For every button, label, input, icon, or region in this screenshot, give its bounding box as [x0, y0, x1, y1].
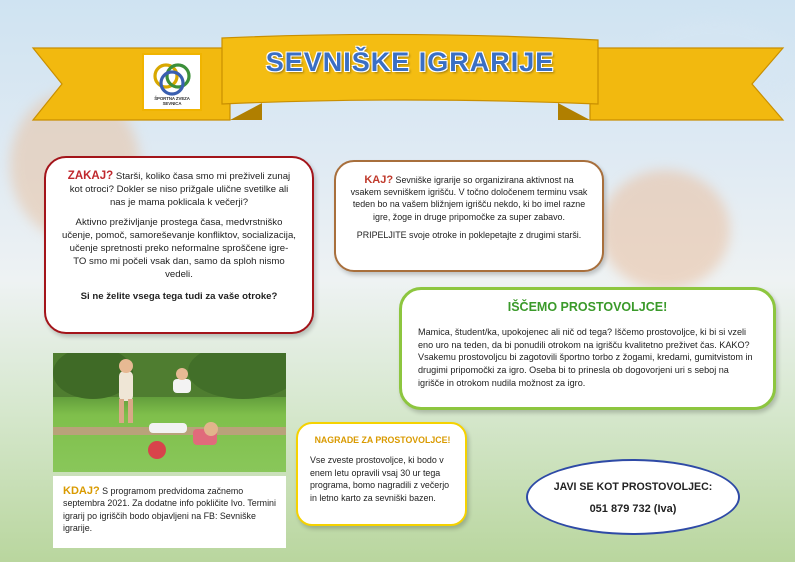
contact-oval: [526, 459, 740, 535]
volunteers-title: IŠČEMO PROSTOVOLJCE!: [507, 300, 668, 314]
volunteers-body: Mamica, študent/ka, upokojenec ali nič od tega? Iščemo prostovoljce, ki bi si vzeli eno uro na teden, da bi ponudili otrokom na igrišču kvalitetno preživet čas. KAKO? Vsakemu prostovoljcu bi zagotovili športno torbo z žogami, kredami, gumitvistom in drugimi pripomočki za igro. Oseba bi to prinesla ob dogovorjeni uri s seboj na igrišče in otrokom nudila možnost za igro.: [418, 326, 753, 388]
rewards-title: NAGRADE ZA PROSTOVOLJCE!: [314, 435, 451, 445]
page-title: SEVNIŠKE IGRARIJE: [265, 47, 555, 77]
what-intro: Sevniške igrarije so organizirana aktivnost na vsakem sevniškem igrišču. V točno določenem terminu vsak teden bo na vašem bližnjem igrišču nekdo, ki bo imel razne igre, žoge in druge pripomočke za super zabavo.: [350, 175, 588, 222]
when-label: KDAJ?: [63, 485, 100, 497]
photo-illustration: [53, 353, 286, 472]
what-closing: PRIPELJITE svoje otroke in poklepetajte z drugimi starši.: [356, 229, 582, 240]
background-child-right: [600, 170, 730, 290]
contact-title: JAVI SE KOT PROSTOVOLJEC:: [553, 481, 713, 493]
why-intro: Starši, koliko časa smo mi preživeli zunaj kot otroci? Dokler se niso prižgale ulične svetilke ali nas je mama poklicala k večerji?: [69, 171, 291, 209]
contact-phone: 051 879 732 (Iva): [589, 503, 677, 515]
sports-union-logo: [142, 53, 202, 111]
when-box: [53, 476, 286, 548]
logo-rings-icon: [144, 57, 200, 101]
why-closing: Si ne želite vsega tega tudi za vaše otroke?: [80, 290, 278, 302]
children-playing-photo: [53, 353, 286, 472]
what-label: KAJ?: [364, 174, 394, 186]
rewards-body: Vse zveste prostovoljce, ki bodo v enem letu opravili vsaj 30 ur tega programa, bomo nagradili z večerjo in letno karto za sevniški bazen.: [310, 455, 450, 503]
why-box: [44, 156, 314, 334]
rewards-box: [296, 422, 467, 526]
volunteers-box: [399, 287, 776, 410]
logo-label: ŠPORTNA ZVEZA SEVNICA: [154, 96, 190, 106]
why-body: Aktivno preživljanje prostega časa, medvrstniško učenje, pomoč, samoreševanje konfliktov, socializacija, učenje spretnosti preko neformalne sproščene igre- TO smo mi počeli vsak dan, samo da sploh nismo vedeli.: [62, 216, 296, 281]
when-body: S programom predvidoma začnemo septembra 2021. Za dodatne info pokličite Ivo. Termini igrarij po igriščih bodo objavljeni na FB: Sevniške igrarije.: [63, 486, 276, 534]
why-label: ZAKAJ?: [67, 170, 114, 182]
what-box: [334, 160, 604, 272]
